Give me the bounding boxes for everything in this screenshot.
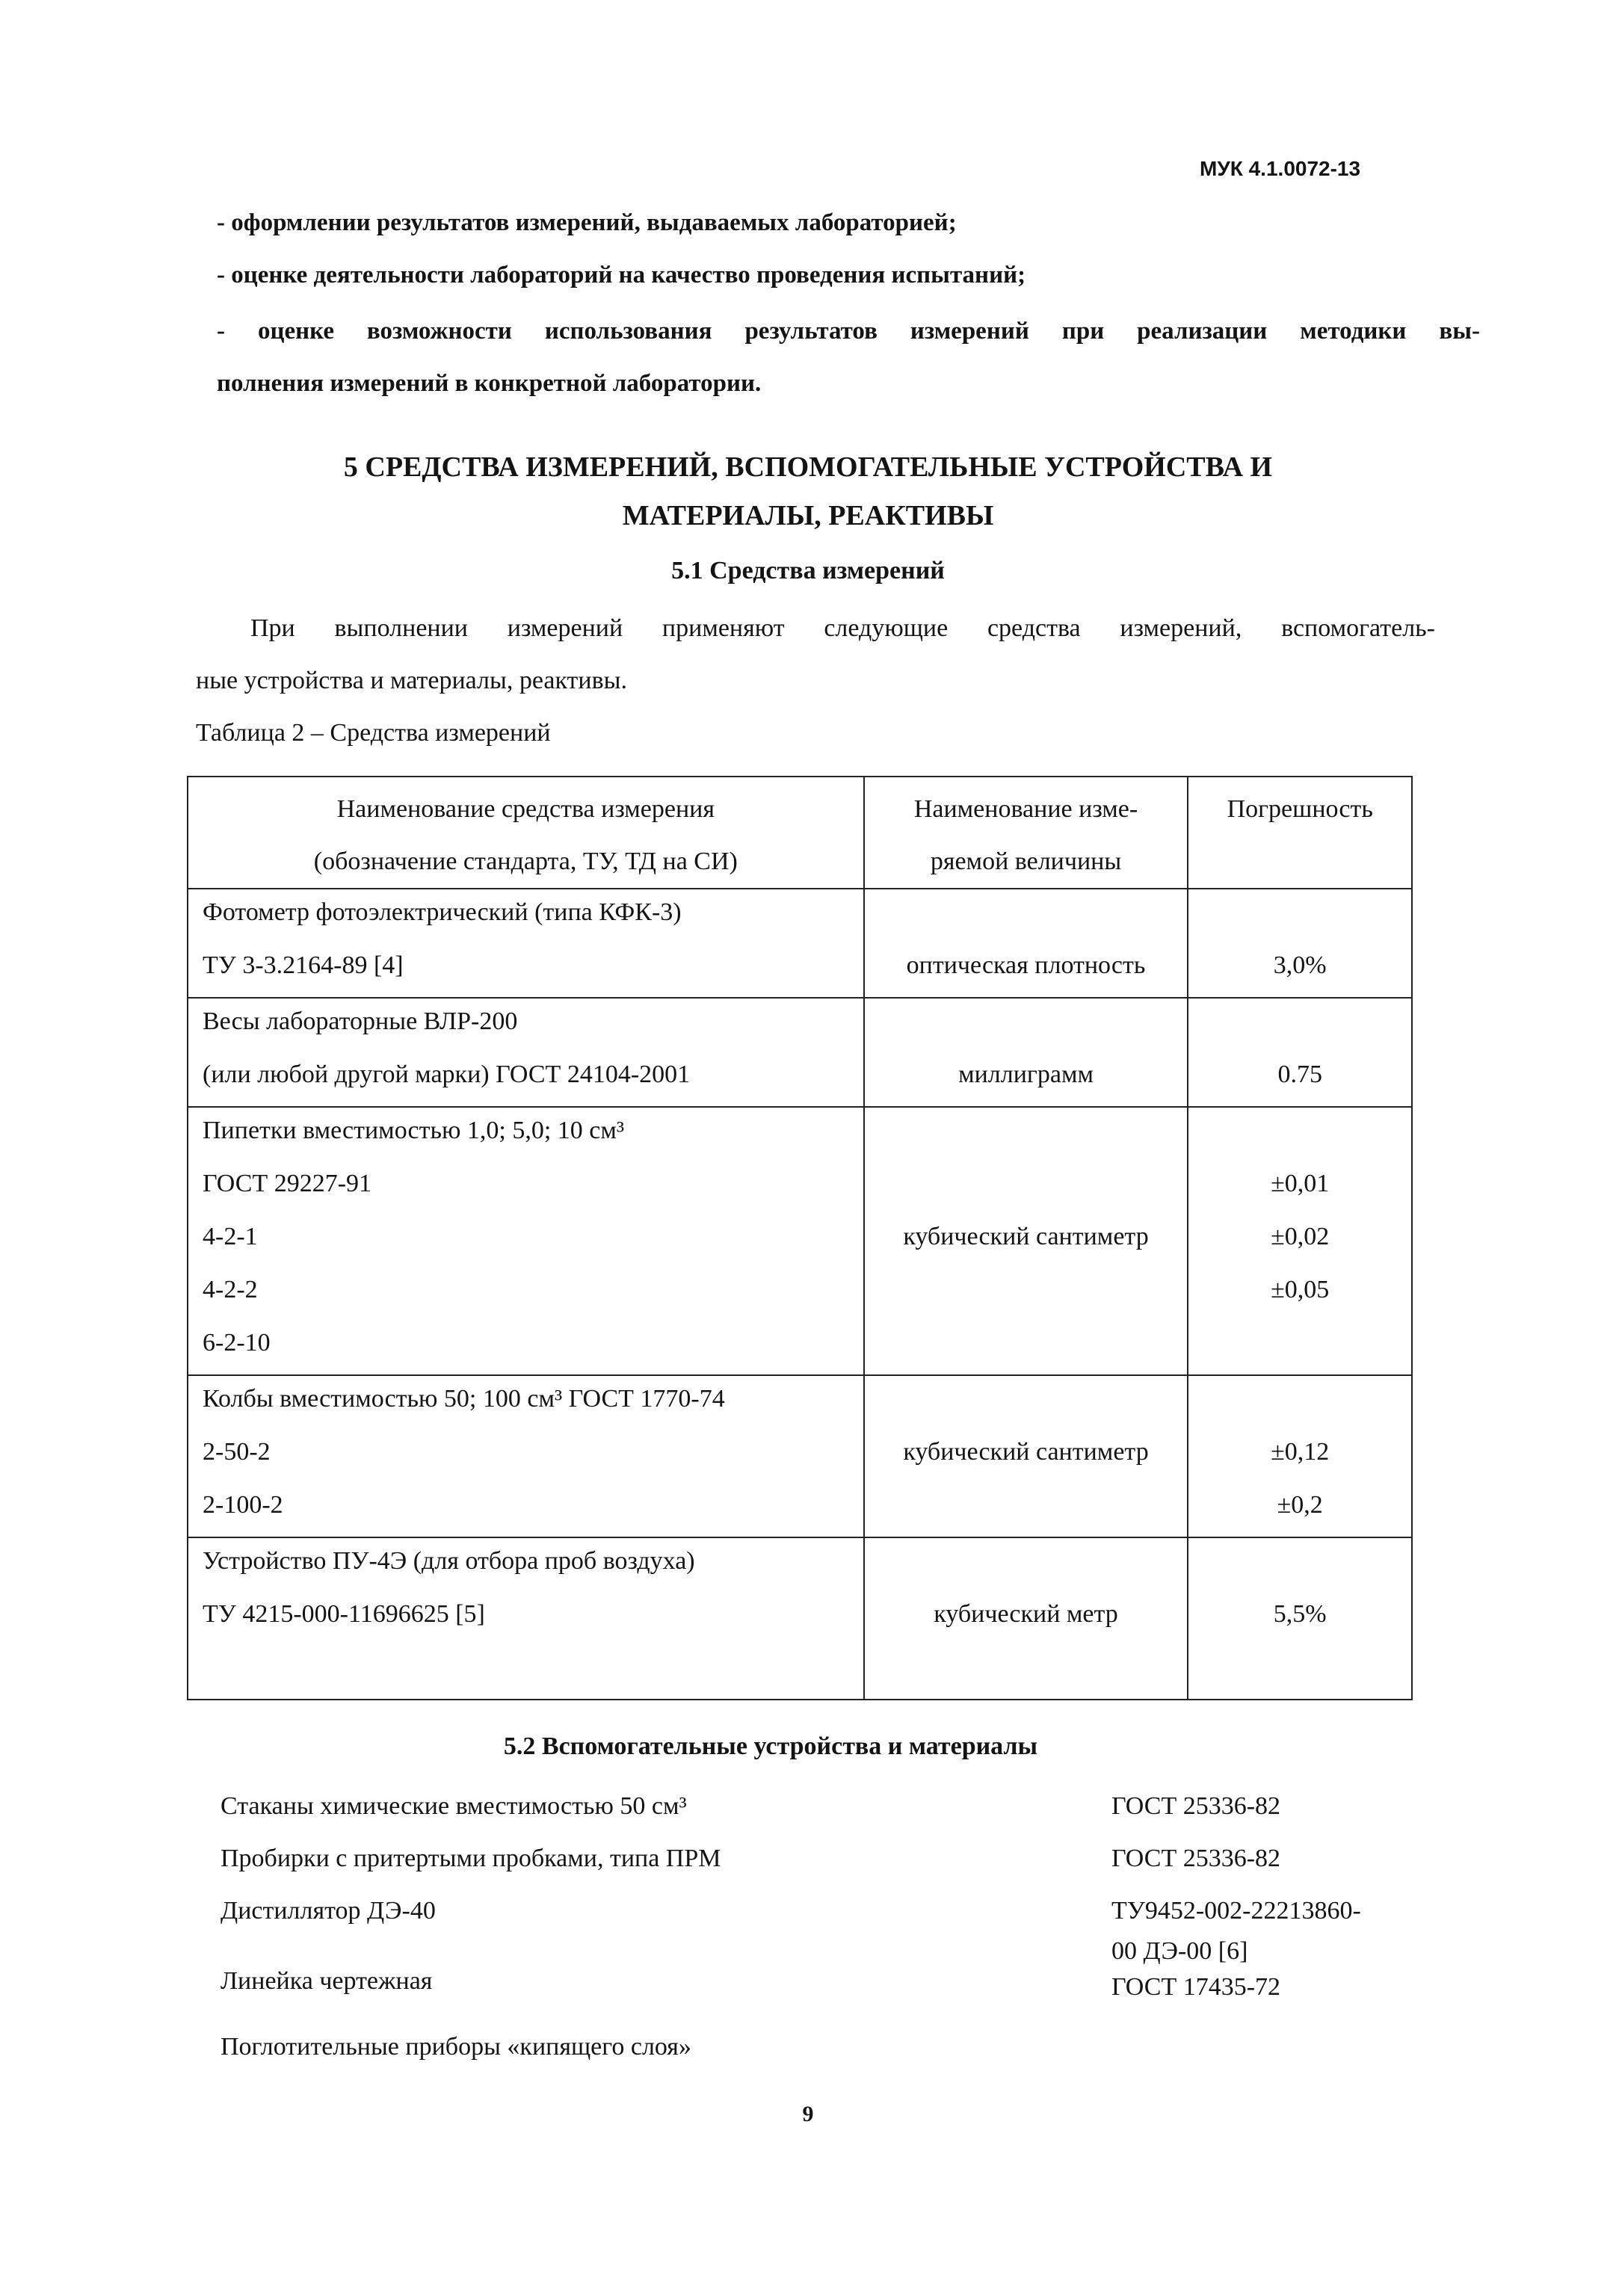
instrument-line: ТУ 4215-000-11696625 [5] [203, 1600, 485, 1628]
error-value: 3,0% [1273, 951, 1327, 979]
quantity-value: кубический сантиметр [903, 1223, 1149, 1250]
error-cell [1188, 1375, 1412, 1537]
instruments-table [187, 776, 1413, 1700]
document-code: МУК 4.1.0072-13 [1200, 157, 1361, 180]
quantity-value: кубический сантиметр [903, 1438, 1149, 1466]
section-title-line1: 5 СРЕДСТВА ИЗМЕРЕНИЙ, ВСПОМОГАТЕЛЬНЫЕ УСТРОЙСТВА И [343, 451, 1273, 483]
quantity-cell [864, 1537, 1188, 1700]
error-value [1189, 1377, 1410, 1430]
instrument-line: 4-2-1 [203, 1223, 258, 1250]
header-col1-line1: Наименование средства измерения [336, 795, 715, 823]
aux-item-name: Пробирки с притертыми пробками, типа ПРМ [220, 1845, 721, 1872]
error-cell [1188, 1537, 1412, 1700]
header-instrument-name [188, 777, 864, 889]
error-value: 0.75 [1277, 1061, 1322, 1088]
header-quantity [864, 777, 1188, 889]
intro-bullet-3-cont: полнения измерений в конкретной лаборатории. [217, 370, 762, 397]
instrument-line: ТУ 3-3.2164-89 [4] [203, 951, 404, 979]
aux-item-standard: ГОСТ 25336-82 [1111, 1792, 1281, 1820]
header-col1-line2: (обозначение стандарта, ТУ, ТД на СИ) [313, 848, 738, 875]
instrument-line: 2-50-2 [203, 1438, 271, 1466]
quantity-value: кубический метр [934, 1600, 1118, 1628]
instrument-line: Устройство ПУ-4Э (для отбора проб воздуха) [203, 1547, 695, 1575]
error-cell [1188, 1107, 1412, 1375]
error-value [1189, 890, 1410, 943]
intro-paragraph-line1: При выполнении измерений применяют следующие средства измерений, вспомогатель- [250, 614, 1435, 642]
quantity-cell [864, 998, 1188, 1107]
intro-bullet-1: - оформлении результатов измерений, выдаваемых лабораторией; [217, 209, 957, 236]
aux-item-standard: ГОСТ 17435-72 [1111, 1973, 1281, 2001]
header-col2-line2: ряемой величины [930, 848, 1122, 875]
error-value [1189, 999, 1410, 1052]
quantity-value: оптическая плотность [906, 951, 1146, 979]
error-value [1189, 1321, 1410, 1374]
quantity-value: миллиграмм [958, 1061, 1094, 1088]
section-title-line2: МАТЕРИАЛЫ, РЕАКТИВЫ [622, 500, 994, 531]
instrument-cell [188, 889, 864, 998]
instrument-cell [188, 998, 864, 1107]
error-cell [1188, 889, 1412, 998]
error-value: ±0,02 [1271, 1223, 1330, 1250]
quantity-cell [864, 889, 1188, 998]
aux-item-name: Линейка чертежная [220, 1967, 433, 1995]
header-col2-line1: Наименование изме- [913, 795, 1138, 823]
aux-item-standard: ГОСТ 25336-82 [1111, 1845, 1281, 1872]
aux-item-standard-cont: 00 ДЭ-00 [6] [1111, 1937, 1248, 1965]
instrument-line: 4-2-2 [203, 1276, 258, 1303]
instrument-line: ГОСТ 29227-91 [203, 1170, 372, 1197]
table-row [188, 889, 1412, 998]
instrument-line: Весы лабораторные ВЛР-200 [203, 1007, 518, 1035]
instrument-cell [188, 1107, 864, 1375]
error-value: ±0,12 [1271, 1438, 1330, 1466]
intro-paragraph-line2: ные устройства и материалы, реактивы. [196, 667, 627, 694]
instrument-line: 6-2-10 [203, 1329, 271, 1357]
table-row [188, 1537, 1412, 1700]
table-row [188, 998, 1412, 1107]
aux-item-standard: ТУ9452-002-22213860- [1111, 1897, 1361, 1925]
intro-bullet-3: - оценке возможности использования результатов измерений при реализации методики вы- [217, 318, 1480, 345]
instrument-line: 2-100-2 [203, 1491, 283, 1519]
error-value: ±0,05 [1271, 1276, 1330, 1303]
error-value: ±0,01 [1271, 1170, 1330, 1197]
quantity-cell [864, 1107, 1188, 1375]
quantity-cell [864, 1375, 1188, 1537]
table-header-row [188, 777, 1412, 889]
instrument-cell [188, 1375, 864, 1537]
instrument-line: Фотометр фотоэлектрический (типа КФК-3) [203, 898, 682, 926]
table-caption: Таблица 2 – Средства измерений [196, 719, 551, 747]
error-value: 5,5% [1273, 1600, 1327, 1628]
table-row [188, 1375, 1412, 1537]
instrument-line: Колбы вместимостью 50; 100 см³ ГОСТ 1770-74 [203, 1385, 725, 1413]
subsection-title-5-2: 5.2 Вспомогательные устройства и материалы [503, 1732, 1038, 1760]
table-row [188, 1107, 1412, 1375]
error-value [1189, 1108, 1410, 1161]
error-value: ±0,2 [1277, 1491, 1323, 1519]
instrument-cell [188, 1537, 864, 1700]
instrument-line [189, 1645, 863, 1698]
error-value [1189, 1645, 1410, 1698]
instrument-line: (или любой другой марки) ГОСТ 24104-2001 [203, 1061, 691, 1088]
error-value [1189, 1539, 1410, 1592]
header-col3: Погрешность [1227, 795, 1373, 823]
header-error [1188, 777, 1412, 889]
aux-item-name: Поглотительные приборы «кипящего слоя» [220, 2033, 691, 2061]
instrument-line: Пипетки вместимостью 1,0; 5,0; 10 см³ [203, 1117, 625, 1144]
error-cell [1188, 998, 1412, 1107]
aux-item-name: Дистиллятор ДЭ-40 [220, 1897, 436, 1925]
aux-item-name: Стаканы химические вместимостью 50 см³ [220, 1792, 687, 1820]
intro-bullet-2: - оценке деятельности лабораторий на качество проведения испытаний; [217, 262, 1026, 288]
subsection-title-5-1: 5.1 Средства измерений [671, 557, 945, 584]
page-number: 9 [802, 2102, 814, 2126]
